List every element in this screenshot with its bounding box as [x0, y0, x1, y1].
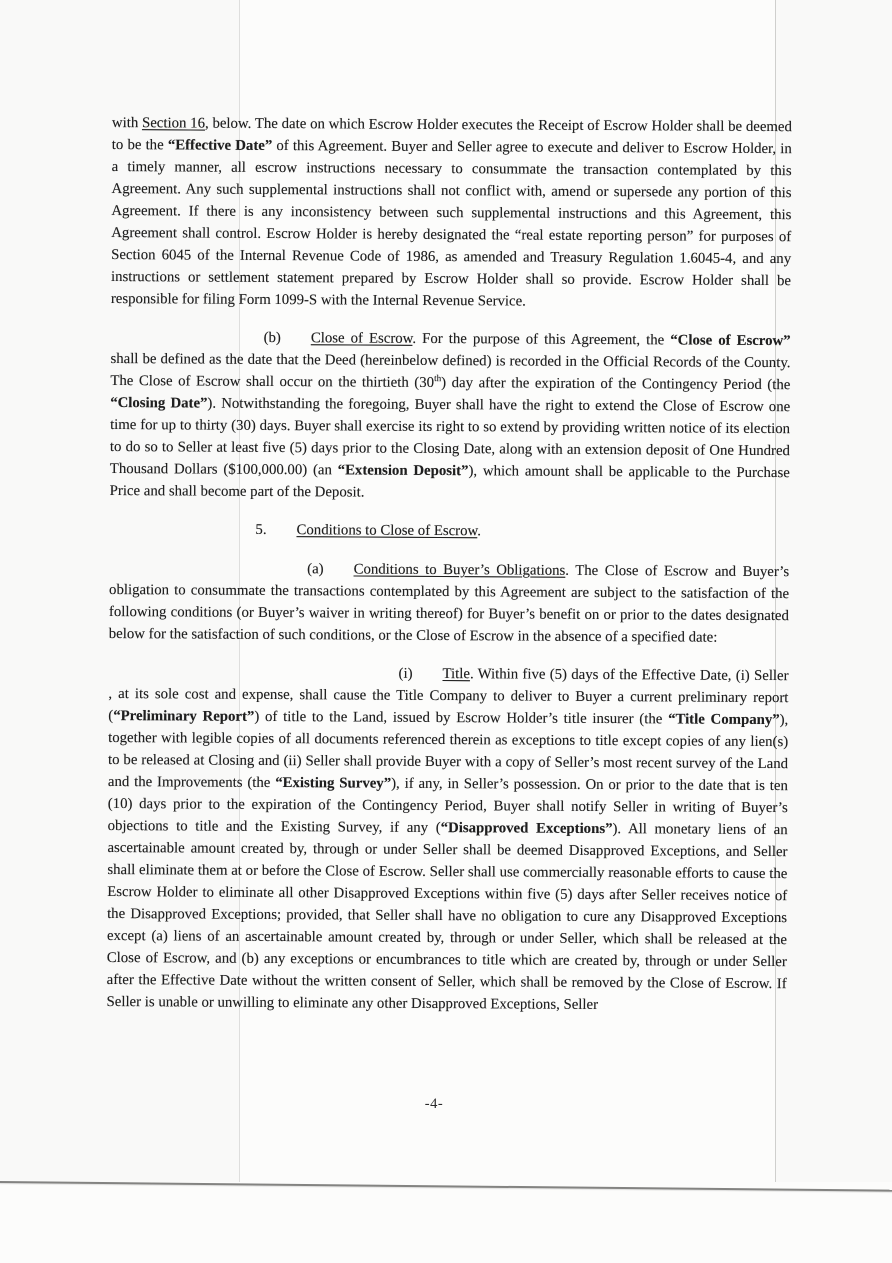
text-run: “Closing Date”	[110, 394, 208, 412]
paragraph-title	[106, 661, 788, 1017]
text-run: shall be defined as the date that the Deed (hereinbelow defined) is recorded in the Official Records of the County. The Close of Escrow shall occur on the thirtieth (30	[110, 350, 791, 391]
text-run: “Existing Survey”	[275, 775, 392, 792]
text-run: ), if any, in Seller’s possession. On or prior to the date that is ten (10) days prior to the expiration of the Contingency Period, Buyer shall notify Seller in writing of Buyer’s objections to title and the Existing Survey, if any (	[107, 775, 788, 837]
paragraph-continuation	[111, 112, 792, 314]
text-run: .	[477, 523, 482, 540]
text-run: th	[434, 373, 442, 384]
text-run: “Extension Deposit”	[337, 462, 469, 480]
text-run: “Disapproved Exceptions”	[440, 820, 613, 838]
text-run: , below. The date on which Escrow Holder executes the Receipt of Escrow Holder shall be deemed to be the	[111, 115, 792, 154]
text-run: ) of title to the Land, issued by Escrow Holder’s title insurer (the	[254, 708, 669, 728]
text-run: Section 16	[141, 115, 206, 132]
text-run: “Preliminary Report”	[113, 708, 255, 725]
paragraph-section-5	[109, 518, 789, 544]
text-run: . The Close of Escrow and Buyer’s obligation to consummate the transactions contemplated by this Agreement are subject to the satisfaction of the following conditions (or Buyer’s waiver in writing thereof) for Buyer’s benefit on or prior to the dates designated below for the satisfaction of such conditions, or the Close of Escrow in the absence of a specified date:	[108, 562, 790, 646]
clause-label: 5.	[255, 521, 267, 538]
text-run: “Title Company”	[668, 711, 780, 729]
text-run: . For the purpose of this Agreement, the	[412, 330, 671, 349]
text-run: . Within five (5) days of the Effective Date, (i) Seller , at its sole cost and expense, shall cause the Title Company to deliver to Buyer a current preliminary report (	[108, 666, 789, 725]
scanner-bed-tint-right	[775, 0, 892, 1182]
clause-label: (b)	[263, 329, 281, 347]
text-run: ). All monetary liens of an ascertainable amount created by, through or under Seller shall be deemed Disapproved Exceptions, and Seller shall eliminate them at or before the Close of Escrow. Seller shall use commercially reasonable efforts to cause the Escrow Holder to eliminate all other Disapproved Exceptions within five (5) days after Seller receives notice of the Disapproved Exceptions; provided, that Seller shall have no obligation to cure any Disapproved Exceptions except (a) liens of an ascertainable amount created by, through or under Seller, which shall be released at the Close of Escrow, and (b) any exceptions or encumbrances to title which are created by, through or under Seller after the Effective Date without the written consent of Seller, which shall be removed by the Close of Escrow. If Seller is unable or unwilling to eliminate any other Disapproved Exceptions, Seller	[106, 821, 788, 1013]
text-run: with	[111, 114, 143, 132]
text-run: “Close of Escrow”	[670, 332, 791, 350]
text-run: of this Agreement. Buyer and Seller agree to execute and deliver to Escrow Holder, in a timely manner, all escrow instructions necessary to consummate the transaction contemplated by this Agreement. Any such supplemental instructions shall not conflict with, amend or supersede any portion of this Agreement. If there is any inconsistency between such supplemental instructions and this Agreement, this Agreement shall control. Escrow Holder is hereby designated the “real estate reporting person” for purposes of Section 6045 of the Internal Revenue Code of 1986, as amended and Treasury Regulation 1.6045-4, and any instructions or settlement statement prepared by Escrow Holder shall so provide. Escrow Holder shall be responsible for filing Form 1099-S with the Internal Revenue Service.	[110, 137, 792, 310]
page-number: -4-	[424, 1096, 444, 1112]
page-bottom-edge-line	[0, 1181, 892, 1192]
clause-heading: Close of Escrow	[310, 330, 413, 347]
text-run: ), which amount shall be applicable to the Purchase Price and shall become part of the Deposit.	[109, 463, 790, 501]
clause-heading: Title	[442, 666, 471, 683]
text-run: “Effective Date”	[167, 137, 273, 154]
clause-heading: Conditions to Buyer’s Obligations	[353, 561, 566, 579]
contract-text-block	[106, 112, 791, 1017]
text-run: ). Notwithstanding the foregoing, Buyer shall have the right to extend the Close of Escrow one time for up to thirty (30) days. Buyer shall exercise its right to so extend by providing written notice of its election to do so to Seller at least five (5) days prior to the Closing Date, along with an extension deposit of One Hundred Thousand Dollars ($100,000.00) (an	[109, 395, 791, 479]
text-run: ) day after the expiration of the Contingency Period (the	[441, 375, 791, 394]
paragraph-close-of-escrow	[110, 326, 791, 506]
paragraph-conditions-to-buyers-obligations	[109, 557, 790, 649]
clause-heading: Conditions to Close of Escrow	[296, 522, 478, 540]
clause-label: (i)	[398, 665, 413, 682]
clause-label: (a)	[307, 561, 324, 578]
text-run: ), together with legible copies of all documents referenced therein as exceptions to title except copies of any lien(s) to be released at Closing and (ii) Seller shall provide Buyer with a copy of Seller’s most recent survey of the Land and the Improvements (the	[107, 712, 789, 792]
